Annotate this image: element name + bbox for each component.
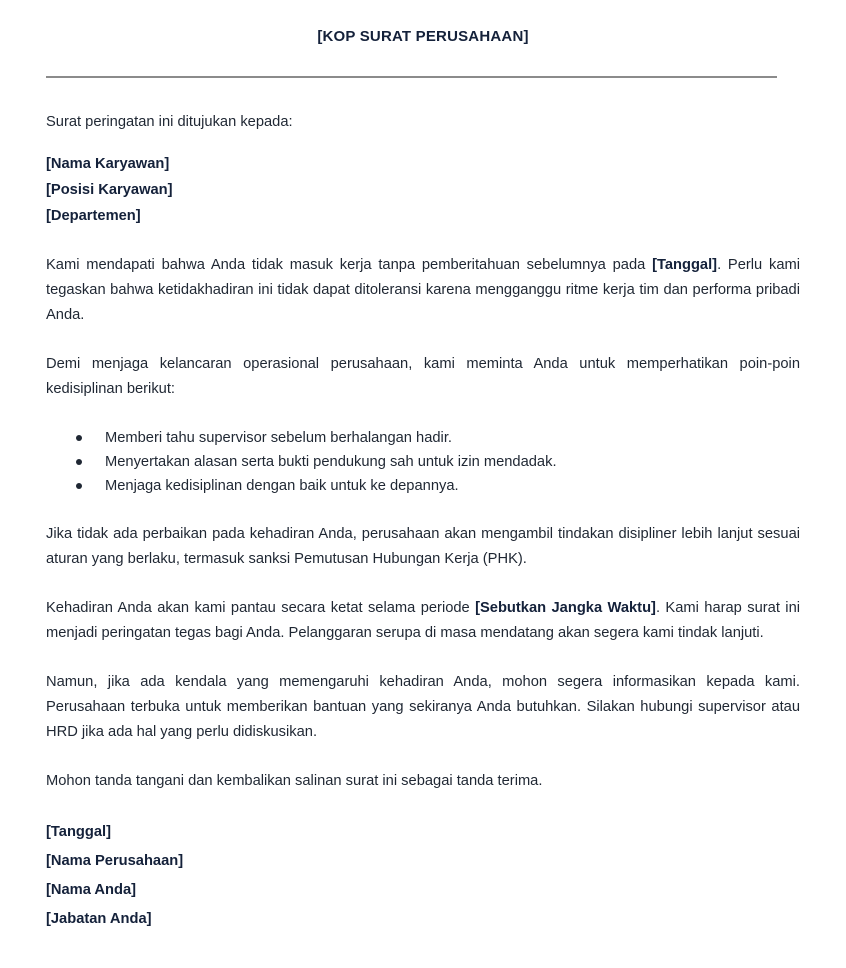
paragraph-absence-notice-text-b: . Perlu kami tegaskan bahwa ketidakhadiran ini tidak dapat ditoleransi karena mengganggu ritme kerja tim dan performa pribadi Anda. <box>46 257 800 323</box>
spacer <box>46 794 800 818</box>
letterhead-title: [KOP SURAT PERUSAHAAN] <box>317 28 529 45</box>
bullet-dot-icon <box>76 483 82 489</box>
signature-date-placeholder: [Tanggal] <box>46 824 111 840</box>
spacer <box>46 78 800 110</box>
list-item <box>46 426 800 450</box>
spacer <box>46 402 800 426</box>
signature-title-placeholder: [Jabatan Anda] <box>46 911 152 927</box>
paragraph-discipline-intro: Demi menjaga kelancaran operasional perusahaan, kami meminta Anda untuk memperhatikan poin-poin kedisiplinan berikut: <box>46 356 800 397</box>
paragraph-consequences: Jika tidak ada perbaikan pada kehadiran Anda, perusahaan akan mengambil tindakan disipliner lebih lanjut sesuai aturan yang berlaku, termasuk sanksi Pemutusan Hubungan Kerja (PHK). <box>46 526 800 567</box>
date-placeholder-inline: [Tanggal] <box>652 257 718 273</box>
paragraph-monitoring-text-a: Kehadiran Anda akan kami pantau secara ketat selama periode <box>46 600 476 616</box>
signature-company-placeholder: [Nama Perusahaan] <box>46 853 184 869</box>
spacer <box>46 135 800 151</box>
spacer <box>46 498 800 522</box>
period-placeholder-inline: [Sebutkan Jangka Waktu] <box>475 600 656 616</box>
paragraph-monitoring <box>46 596 800 646</box>
discipline-points-list <box>46 426 800 498</box>
spacer <box>46 745 800 769</box>
list-item <box>46 474 800 498</box>
signature-block <box>46 818 800 934</box>
bullet-dot-icon <box>76 459 82 465</box>
list-item <box>46 450 800 474</box>
paragraph-support-offer: Namun, jika ada kendala yang memengaruhi kehadiran Anda, mohon segera informasikan kepada kami. Perusahaan terbuka untuk memberikan bantuan yang sekiranya Anda butuhkan. Silakan hubungi supervisor atau HRD jika ada hal yang perlu didiskusikan. <box>46 674 800 740</box>
list-item-label: Menyertakan alasan serta bukti pendukung sah untuk izin mendadak. <box>105 454 557 470</box>
spacer <box>46 328 800 352</box>
signature-name-placeholder: [Nama Anda] <box>46 882 137 898</box>
addressee-department-placeholder: [Departemen] <box>46 208 141 224</box>
paragraph-absence-notice <box>46 253 800 328</box>
addressee-position-placeholder: [Posisi Karyawan] <box>46 182 173 198</box>
intro-line: Surat peringatan ini ditujukan kepada: <box>46 114 293 130</box>
addressee-name-placeholder: [Nama Karyawan] <box>46 156 170 172</box>
spacer <box>46 572 800 596</box>
addressee-block <box>46 151 800 229</box>
paragraph-absence-notice-text-a: Kami mendapati bahwa Anda tidak masuk kerja tanpa pemberitahuan sebelumnya pada <box>46 257 653 273</box>
bullet-dot-icon <box>76 435 82 441</box>
spacer <box>46 229 800 253</box>
list-item-label: Memberi tahu supervisor sebelum berhalangan hadir. <box>105 430 452 446</box>
paragraph-acknowledgement-request: Mohon tanda tangani dan kembalikan salinan surat ini sebagai tanda terima. <box>46 773 543 789</box>
document-body <box>0 78 846 934</box>
paragraph-monitoring-text-b: . Kami harap surat ini menjadi peringatan tegas bagi Anda. Pelanggaran serupa di masa mendatang akan segera kami tindak lanjuti. <box>46 600 800 641</box>
list-item-label: Menjaga kedisiplinan dengan baik untuk ke depannya. <box>105 478 459 494</box>
spacer <box>46 646 800 670</box>
